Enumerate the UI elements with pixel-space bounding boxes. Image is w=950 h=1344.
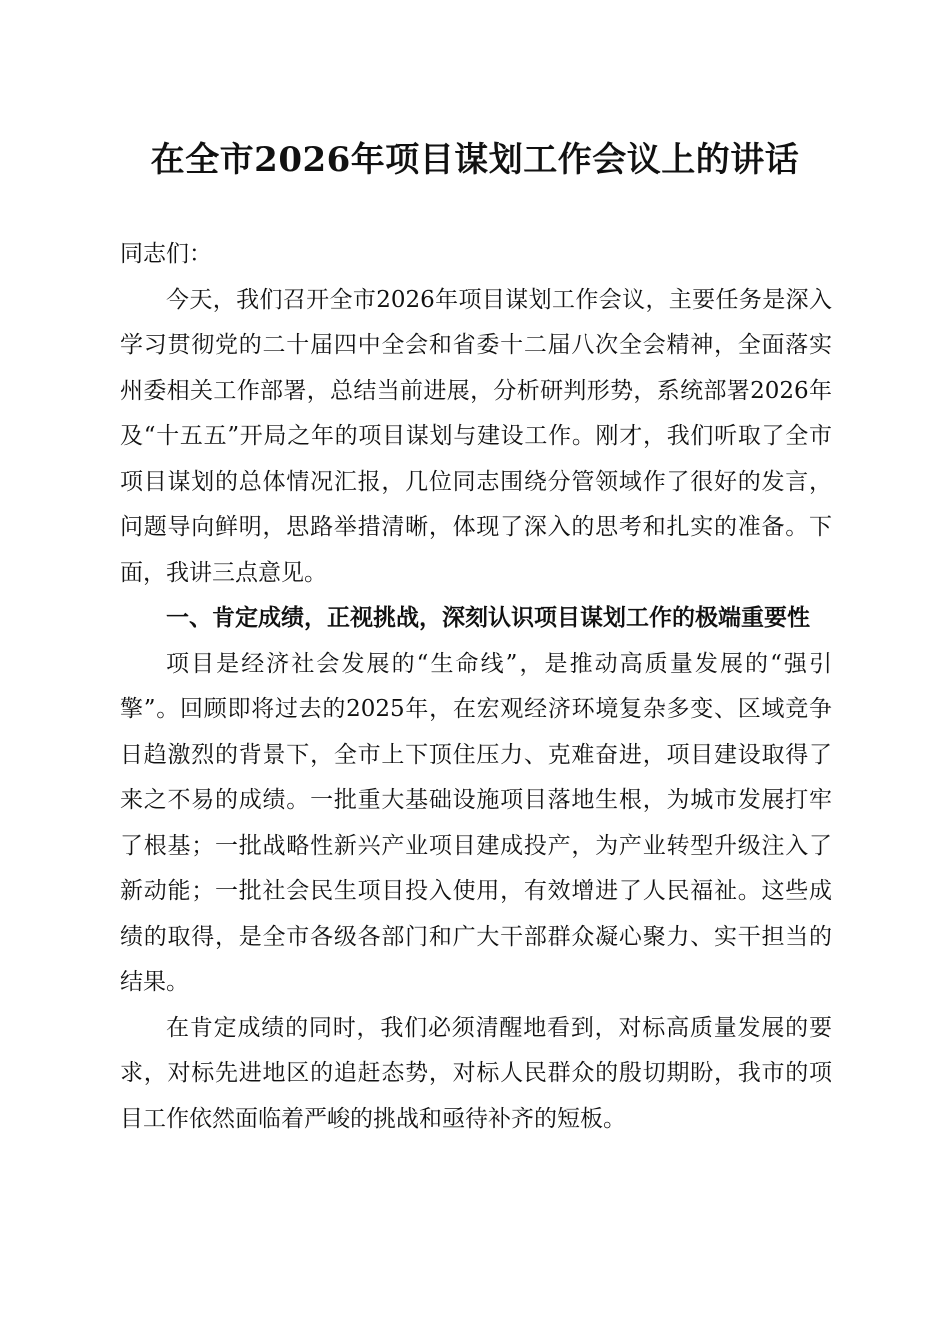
paragraph-intro: 今天，我们召开全市2026年项目谋划工作会议，主要任务是深入学习贯彻党的二十届四中全会和省委十二届八次全会精神，全面落实州委相关工作部署，总结当前进展，分析研判形势，系统部署2026年及“十五五”开局之年的项目谋划与建设工作。刚才，我们听取了全市项目谋划的总体情况汇报，几位同志围绕分管领域作了很好的发言，问题导向鲜明，思路举措清晰，体现了深入的思考和扎实的准备。下面，我讲三点意见。 (120, 286, 832, 586)
paragraph-section-1-1: 项目是经济社会发展的“生命线”，是推动高质量发展的“强引擎”。回顾即将过去的2025年，在宏观经济环境复杂多变、区域竞争日趋激烈的背景下，全市上下顶住压力、克难奋进，项目建设取得了来之不易的成绩。一批重大基础设施项目落地生根，为城市发展打牢了根基；一批战略性新兴产业项目建成投产，为产业转型升级注入了新动能；一批社会民生项目投入使用，有效增进了人民福祉。这些成绩的取得，是全市各级各部门和广大干部群众凝心聚力、实干担当的结果。 (120, 650, 832, 995)
paragraph-section-1-2: 在肯定成绩的同时，我们必须清醒地看到，对标高质量发展的要求，对标先进地区的追赶态势，对标人民群众的殷切期盼，我市的项目工作依然面临着严峻的挑战和亟待补齐的短板。 (120, 1014, 832, 1132)
document-title: 在全市2026年项目谋划工作会议上的讲话 (150, 140, 800, 180)
section-heading-1: 一、肯定成绩，正视挑战，深刻认识项目谋划工作的极端重要性 (166, 605, 810, 631)
document-body (120, 232, 832, 1142)
salutation: 同志们： (120, 241, 212, 267)
